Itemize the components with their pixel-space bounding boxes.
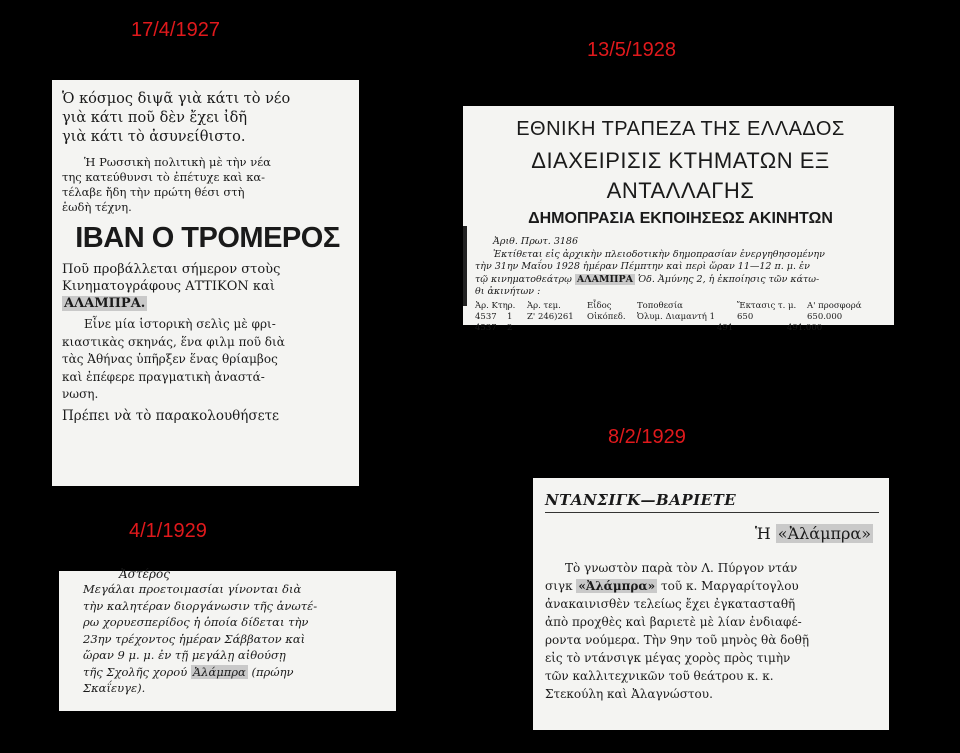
left-edge-fragment — [463, 226, 467, 306]
alhambra-highlight: «Ἀλάμπρα» — [578, 579, 656, 593]
table-cell: Ζ' 246)261 — [527, 311, 574, 322]
clip-line: ὥραν 9 μ. μ. ἐν τῇ μεγάλῃ αἰθούσῃ — [83, 648, 286, 662]
clip-line: ἀνακαινισθὲν τελείως ἔχει ἐγκατασταθῆ — [545, 597, 796, 611]
date-label-1927: 17/4/1927 — [131, 19, 220, 41]
table-cell: 4537 — [475, 322, 497, 333]
clip-line: Ἐκτίθεται εἰς ἀρχικὴν πλειοδοτικὴν δημοπρασίαν ἐνεργηθησομένην — [493, 248, 825, 260]
clip-line: εἰς τὸ ντάνσιγκ μέγας χορὸς πρὸς τιμὴν — [545, 651, 791, 665]
clip-text: (πρώην — [251, 664, 294, 679]
table-cell: Ὀλυμ. Διαμαντή 1 — [637, 311, 715, 322]
clip-line: Ἡ Ρωσσικὴ πολιτικὴ μὲ τὴν νέα — [84, 155, 271, 169]
clip-line: της κατεύθυνσι τὸ ἐπέτυχε καὶ κα- — [62, 170, 266, 184]
date-label-1928: 13/5/1928 — [587, 39, 676, 61]
table-header-cell: Ἔκτασις τ. μ. — [737, 300, 797, 311]
header-rule — [545, 512, 879, 513]
clip-line: τῶν καλλιτεχνικῶν τοῦ θεάτρου κ. κ. — [545, 669, 774, 683]
table-row — [475, 312, 886, 323]
clip-line: Εἶνε μία ἱστορικὴ σελὶς μὲ φρι- — [84, 317, 276, 331]
table-header-cell: Α' προσφορά — [807, 300, 862, 311]
clip-line — [62, 295, 353, 312]
clip-line: Ὁ κόσμος διψᾶ γιὰ κάτι τὸ νέο — [62, 91, 291, 107]
newspaper-clipping-1927 — [52, 80, 359, 486]
clip-line: Πρέπει νὰ τὸ παρακολουθήσετε — [62, 407, 280, 424]
clip-line: Τὸ γνωστὸν παρὰ τὸν Λ. Πύργον ντάν — [565, 561, 798, 575]
clip-line: Κινηματογράφους ΑΤΤΙΚΟΝ καὶ — [62, 279, 275, 294]
clip-text: σιγκ — [545, 579, 573, 593]
table-cell: 1 — [507, 311, 513, 322]
clip-text: Ἡ — [754, 524, 771, 543]
clip-line: Ποῦ προβάλλεται σήμερον στοὺς — [62, 262, 281, 277]
clip-line: τέλαβε ἤδη τὴν πρώτη θέσι στὴ — [62, 185, 245, 199]
clip-line: Στεκούλη καὶ Ἀλαγνώστου. — [545, 687, 713, 701]
table-header — [475, 301, 886, 312]
clip-line: γιὰ κάτι τὸ ἀσυνείθιστο. — [62, 129, 246, 145]
newspaper-clipping-1928 — [463, 106, 894, 333]
table-header-cell: Ἀρ. Κτηρ. — [475, 300, 516, 311]
clip-text: τῷ κινηματοθεάτρῳ — [475, 273, 572, 285]
auction-heading: ΔΗΜΟΠΡΑΣΙΑ ΕΚΠΟΙΗΣΕΩΣ ΑΚΙΝΗΤΩΝ — [528, 210, 833, 227]
alhambra-highlight: «Ἀλάμπρα» — [777, 524, 871, 543]
newspaper-clipping-1929-jan — [59, 567, 396, 711]
clip-line: κιαστικὰς σκηνάς, ἕνα φιλμ ποῦ διὰ — [62, 334, 285, 349]
clip-line — [83, 664, 392, 681]
date-label-1929-jan: 4/1/1929 — [129, 520, 207, 542]
clip-line: Μεγάλαι προετοιμασίαι γίνονται διὰ — [83, 582, 302, 596]
clip-line: γιὰ κάτι ποῦ δὲν ἔχει ἰδῆ — [62, 110, 248, 126]
clip-text: τοῦ κ. Μαργαρίτογλου — [660, 579, 799, 593]
table-header-cell: Τοποθεσία — [637, 300, 683, 311]
table-cell: 650 — [737, 311, 754, 322]
newspaper-clipping-1929-feb — [533, 478, 889, 730]
clip-line: ἀπὸ προχθὲς καὶ βαριετὲ μὲ λίαν ἐνδιαφέ- — [545, 615, 802, 629]
table-cell: Οἰκόπεδ. — [587, 311, 626, 322]
clip-line: 23ην τρέχοντος ἡμέραν Σάββατον καὶ — [83, 631, 306, 646]
table-header-cell: Ἀρ. τεμ. — [527, 300, 561, 311]
section-header: ΝΤΑΝΣΙΓΚ—ΒΑΡΙΕΤΕ — [545, 491, 737, 509]
clip-text: τῆς Σχολῆς χορού — [83, 664, 188, 679]
clip-line: ἑωδὴ τέχνη. — [62, 200, 132, 214]
alhambra-highlight: ΑΛΑΜΠΡΑ. — [64, 296, 146, 311]
table-header-cell: Εἶδος — [587, 300, 612, 311]
management-heading: ΔΙΑΧΕΙΡΙΣΙΣ ΚΤΗΜΑΤΩΝ ΕΞ ΑΝΤΑΛΛΑΓΗΣ — [531, 148, 830, 203]
table-cell: 4537 — [475, 311, 497, 322]
clip-line: τὴν 31ην Μαΐου 1928 ἡμέραν Πέμπτην καὶ περὶ ὥραν 11—12 π. μ. ἐν — [475, 261, 810, 272]
clip-line: τὴν καλητέραν διοργάνωσιν τῆς ἀνωτέ- — [83, 598, 318, 613]
table-cell: 650.000 — [807, 311, 843, 322]
clip-line — [545, 577, 879, 595]
clip-line: Ἀστέρος — [119, 567, 170, 581]
clip-line: ροντα νούμερα. Τὴν 9ην τοῦ μηνὸς θὰ δοθῇ — [545, 633, 810, 647]
clip-line — [475, 274, 886, 287]
table-cell: 491.000 — [787, 322, 823, 333]
film-title: ΙΒΑΝ Ο ΤΡΟΜΕΡΟΣ — [75, 222, 340, 254]
clip-line: νωση. — [62, 387, 99, 401]
table-row — [475, 323, 886, 334]
clip-line: θι ἀκινήτων : — [475, 286, 541, 297]
article-title — [545, 523, 879, 545]
clip-line: καὶ ἐπέφερε πραγματικὴ ἀναστά- — [62, 369, 265, 384]
clip-line: ρω χορυεσπερίδος ἡ ὁποία δίδεται τὴν — [83, 615, 309, 629]
clip-text: Ὁδ. Ἀμύνης 2, ἡ ἐκποίησις τῶν κάτω- — [638, 273, 820, 285]
alhambra-highlight: Ἀλάμπρα — [192, 664, 246, 679]
date-label-1929-feb: 8/2/1929 — [608, 426, 686, 448]
table-cell: 491 — [717, 322, 734, 333]
clip-line: τὰς Ἀθήνας ὑπῆρξεν ἕνας θρίαμβος — [62, 352, 278, 366]
protocol-number: Ἀριθ. Πρωτ. 3186 — [493, 236, 579, 247]
bank-heading: ΕΘΝΙΚΗ ΤΡΑΠΕΖΑ ΤΗΣ ΕΛΛΑΔΟΣ — [516, 118, 845, 140]
table-cell: 2 — [507, 322, 513, 333]
clip-line: Σκαΐευγε). — [83, 681, 146, 695]
alhambra-highlight: ΑΛΑΜΠΡΑ — [576, 273, 633, 285]
